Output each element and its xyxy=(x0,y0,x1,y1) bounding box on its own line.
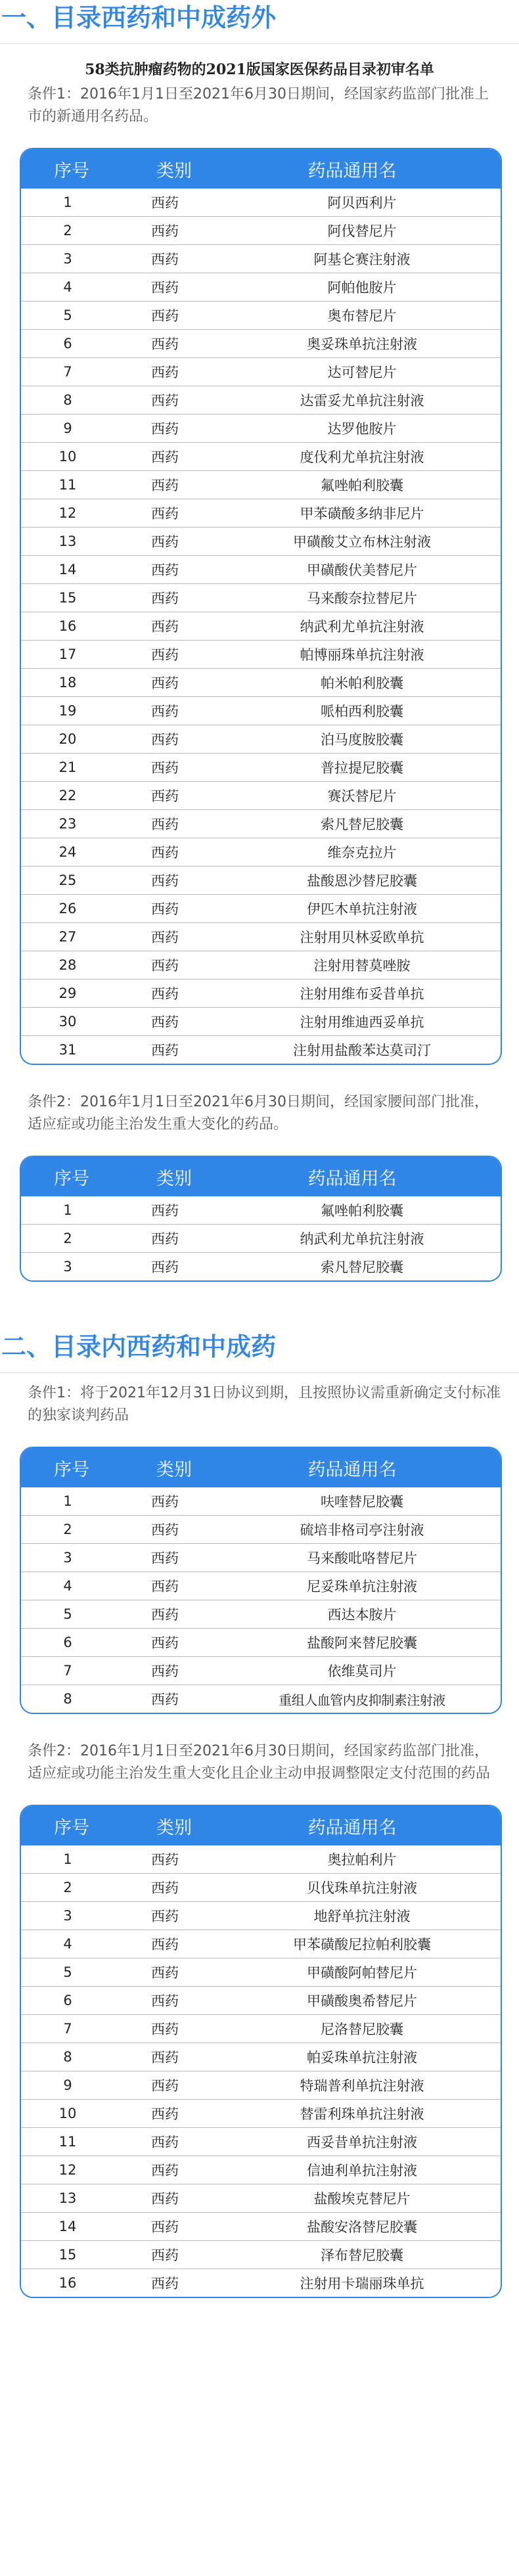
cell-category: 西药 xyxy=(151,2106,179,2123)
cell-no: 2 xyxy=(63,1231,72,1247)
cell-category: 西药 xyxy=(151,760,179,777)
cell-category: 西药 xyxy=(151,534,179,551)
table-row xyxy=(21,386,501,414)
table-row xyxy=(21,922,501,951)
cell-no: 14 xyxy=(58,2219,77,2235)
cell-category: 西药 xyxy=(151,2022,179,2038)
cell-no: 4 xyxy=(63,1578,72,1594)
table-row xyxy=(21,2014,501,2043)
cell-category: 西药 xyxy=(151,1635,179,1652)
cell-no: 2 xyxy=(63,223,72,239)
table-row xyxy=(21,1196,501,1224)
table-row xyxy=(21,1628,501,1656)
cell-drug-name: 盐酸安洛替尼胶囊 xyxy=(307,2219,417,2236)
table-3-header xyxy=(21,1448,501,1487)
cell-no: 5 xyxy=(63,1606,72,1623)
table-2 xyxy=(20,1156,502,1282)
table-row xyxy=(21,414,501,442)
cell-no: 9 xyxy=(63,2077,72,2094)
table-row xyxy=(21,2184,501,2212)
cell-category: 西药 xyxy=(151,1579,179,1595)
table-row xyxy=(21,301,501,329)
cell-category: 西药 xyxy=(151,1692,179,1708)
header-no: 序号 xyxy=(54,160,89,181)
cell-drug-name: 呋喹替尼胶囊 xyxy=(321,1494,403,1510)
cell-drug-name: 奥拉帕利片 xyxy=(327,1852,397,1868)
cell-category: 西药 xyxy=(151,591,179,607)
table-row xyxy=(21,2071,501,2099)
section-2-condition-2: 条件2：2016年1月1日至2021年6月30日期间，经国家药监部门批准，适应症或功能主治发生重大变化且企业主动申报调整限定支付范围的药品 xyxy=(28,1743,491,1782)
cell-category: 西药 xyxy=(151,308,179,325)
cell-no: 21 xyxy=(58,759,77,776)
table-row xyxy=(21,1515,501,1543)
table-row xyxy=(21,809,501,838)
table-row xyxy=(21,2156,501,2184)
table-4 xyxy=(20,1805,502,2298)
header-no: 序号 xyxy=(54,1459,89,1480)
cell-drug-name: 信迪利单抗注射液 xyxy=(307,2163,417,2179)
cell-no: 12 xyxy=(58,2162,77,2179)
table-row xyxy=(21,1930,501,1958)
cell-drug-name: 注射用卡瑞丽珠单抗 xyxy=(300,2276,424,2292)
cell-no: 7 xyxy=(63,1663,72,1679)
cell-category: 西药 xyxy=(151,1203,179,1219)
table-row xyxy=(21,1901,501,1930)
cell-drug-name: 甲磺酸伏美替尼片 xyxy=(307,562,417,579)
cell-drug-name: 普拉提尼胶囊 xyxy=(321,760,403,777)
cell-drug-name: 马来酸吡咯替尼片 xyxy=(307,1550,417,1567)
cell-drug-name: 西达本胺片 xyxy=(327,1607,397,1623)
table-1-header xyxy=(21,149,501,189)
cell-category: 西药 xyxy=(151,1993,179,2010)
table-2-header xyxy=(21,1157,501,1196)
cell-category: 西药 xyxy=(151,336,179,353)
cell-no: 17 xyxy=(58,646,77,663)
cell-no: 3 xyxy=(63,1259,72,1275)
cell-drug-name: 索凡替尼胶囊 xyxy=(321,1259,403,1276)
table-row xyxy=(21,725,501,753)
section-1-divider xyxy=(0,43,519,44)
cell-category: 西药 xyxy=(151,280,179,296)
table-row xyxy=(21,244,501,273)
cell-no: 6 xyxy=(63,1993,72,2009)
cell-category: 西药 xyxy=(151,930,179,946)
cell-no: 23 xyxy=(58,816,77,832)
table-row xyxy=(21,1035,501,1064)
table-2-body xyxy=(21,1196,501,1280)
cell-no: 24 xyxy=(58,844,77,861)
cell-drug-name: 尼洛替尼胶囊 xyxy=(321,2022,403,2038)
cell-no: 27 xyxy=(58,929,77,945)
cell-drug-name: 盐酸阿来替尼胶囊 xyxy=(307,1635,417,1652)
table-row xyxy=(21,1007,501,1035)
cell-no: 19 xyxy=(58,703,77,719)
table-row xyxy=(21,357,501,386)
cell-category: 西药 xyxy=(151,2248,179,2264)
cell-no: 9 xyxy=(63,420,72,437)
table-row xyxy=(21,216,501,244)
table-row xyxy=(21,1873,501,1901)
cell-drug-name: 达雷妥尤单抗注射液 xyxy=(300,393,424,409)
cell-drug-name: 注射用贝林妥欧单抗 xyxy=(300,930,424,946)
table-row xyxy=(21,1543,501,1571)
cell-category: 西药 xyxy=(151,449,179,466)
cell-category: 西药 xyxy=(151,2050,179,2066)
cell-no: 2 xyxy=(63,1880,72,1896)
cell-drug-name: 纳武利尤单抗注射液 xyxy=(300,619,424,635)
section-2-condition-1: 条件1：将于2021年12月31日协议到期，且按照协议需重新确定支付标准的独家谈判药品 xyxy=(28,1385,501,1424)
cell-drug-name: 赛沃替尼片 xyxy=(327,788,397,805)
cell-drug-name: 注射用维迪西妥单抗 xyxy=(300,1014,424,1031)
table-row xyxy=(21,2127,501,2156)
table-4-body xyxy=(21,1845,501,2297)
cell-category: 西药 xyxy=(151,2276,179,2292)
header-category: 类别 xyxy=(156,1459,192,1480)
table-row xyxy=(21,979,501,1007)
cell-drug-name: 阿伐替尼片 xyxy=(327,223,397,240)
cell-drug-name: 度伐利尤单抗注射液 xyxy=(300,449,424,466)
cell-no: 25 xyxy=(58,872,77,889)
cell-category: 西药 xyxy=(151,2191,179,2207)
cell-no: 22 xyxy=(58,788,77,804)
cell-no: 5 xyxy=(63,1964,72,1981)
cell-category: 西药 xyxy=(151,223,179,240)
cell-no: 7 xyxy=(63,2021,72,2037)
cell-drug-name: 帕妥珠单抗注射液 xyxy=(307,2050,417,2066)
cell-category: 西药 xyxy=(151,1043,179,1059)
table-row xyxy=(21,583,501,612)
cell-no: 31 xyxy=(58,1042,77,1058)
table-row xyxy=(21,499,501,527)
cell-no: 12 xyxy=(58,505,77,522)
cell-category: 西药 xyxy=(151,195,179,212)
cell-category: 西药 xyxy=(151,675,179,692)
section-1-condition-1: 条件1：2016年1月1日至2021年6月30日期间，经国家药监部门批准上市的新通用名药品。 xyxy=(28,86,489,125)
cell-drug-name: 泊马度胺胶囊 xyxy=(321,732,403,748)
cell-category: 西药 xyxy=(151,873,179,890)
table-row xyxy=(21,2099,501,2127)
header-category: 类别 xyxy=(156,1817,192,1838)
cell-no: 29 xyxy=(58,985,77,1002)
header-no: 序号 xyxy=(54,1817,89,1838)
cell-drug-name: 帕米帕利胶囊 xyxy=(321,675,403,692)
cell-category: 西药 xyxy=(151,1965,179,1981)
section-1-condition-2: 条件2：2016年1月1日至2021年6月30日期间，经国家腰间部门批准，适应症或功能主治发生重大变化的药品。 xyxy=(28,1094,489,1133)
cell-drug-name: 氟唑帕利胶囊 xyxy=(321,1203,403,1219)
table-row xyxy=(21,442,501,470)
cell-drug-name: 依维莫司片 xyxy=(327,1663,397,1680)
table-row xyxy=(21,838,501,866)
cell-category: 西药 xyxy=(151,1522,179,1539)
cell-no: 30 xyxy=(58,1014,77,1030)
header-category: 类别 xyxy=(156,1168,192,1189)
cell-no: 1 xyxy=(63,194,72,211)
table-row xyxy=(21,1571,501,1600)
table-row xyxy=(21,781,501,809)
header-name: 药品通用名 xyxy=(307,1168,397,1189)
cell-category: 西药 xyxy=(151,1909,179,1925)
table-row xyxy=(21,1684,501,1713)
table-row xyxy=(21,1600,501,1628)
table-row xyxy=(21,612,501,640)
cell-category: 西药 xyxy=(151,2219,179,2236)
header-no: 序号 xyxy=(54,1168,89,1189)
table-row xyxy=(21,470,501,499)
cell-drug-name: 注射用维布妥昔单抗 xyxy=(300,986,424,1003)
cell-drug-name: 哌柏西利胶囊 xyxy=(321,704,403,720)
cell-drug-name: 甲苯磺酸多纳非尼片 xyxy=(300,506,424,522)
cell-category: 西药 xyxy=(151,1937,179,1953)
cell-no: 7 xyxy=(63,364,72,380)
cell-drug-name: 注射用替莫唑胺 xyxy=(313,958,411,974)
cell-no: 3 xyxy=(63,1550,72,1566)
cell-drug-name: 西妥昔单抗注射液 xyxy=(307,2135,417,2151)
cell-drug-name: 替雷利珠单抗注射液 xyxy=(300,2106,424,2123)
cell-drug-name: 泽布替尼胶囊 xyxy=(321,2248,403,2264)
table-row xyxy=(21,668,501,696)
section-2-title: 二、目录内西药和中成药 xyxy=(1,1332,277,1362)
cell-category: 西药 xyxy=(151,1494,179,1510)
table-row xyxy=(21,2240,501,2269)
table-row xyxy=(21,753,501,781)
cell-no: 2 xyxy=(63,1522,72,1538)
cell-drug-name: 特瑞普利单抗注射液 xyxy=(300,2078,424,2094)
cell-drug-name: 贝伐珠单抗注射液 xyxy=(307,1880,417,1897)
cell-drug-name: 索凡替尼胶囊 xyxy=(321,817,403,833)
cell-drug-name: 纳武利尤单抗注射液 xyxy=(300,1231,424,1248)
cell-category: 西药 xyxy=(151,986,179,1003)
cell-no: 4 xyxy=(63,279,72,296)
cell-drug-name: 甲磺酸阿帕替尼片 xyxy=(307,1965,417,1981)
cell-no: 11 xyxy=(58,2134,77,2150)
cell-no: 11 xyxy=(58,477,77,493)
cell-no: 6 xyxy=(63,1635,72,1651)
cell-category: 西药 xyxy=(151,562,179,579)
cell-drug-name: 氟唑帕利胶囊 xyxy=(321,478,403,494)
table-1-body xyxy=(21,189,501,1064)
cell-category: 西药 xyxy=(151,788,179,805)
cell-no: 8 xyxy=(63,392,72,409)
table-row xyxy=(21,696,501,725)
cell-no: 15 xyxy=(58,590,77,606)
cell-no: 28 xyxy=(58,957,77,974)
table-row xyxy=(21,2043,501,2071)
cell-drug-name: 维奈克拉片 xyxy=(327,845,397,861)
table-row xyxy=(21,189,501,216)
cell-category: 西药 xyxy=(151,506,179,522)
cell-category: 西药 xyxy=(151,1014,179,1031)
cell-drug-name: 阿贝西利片 xyxy=(327,195,397,212)
table-row xyxy=(21,1656,501,1684)
cell-category: 西药 xyxy=(151,1259,179,1276)
cell-no: 16 xyxy=(58,2275,77,2292)
table-row xyxy=(21,2212,501,2240)
cell-drug-name: 地舒单抗注射液 xyxy=(313,1909,411,1925)
table-row xyxy=(21,527,501,555)
cell-drug-name: 达可替尼片 xyxy=(327,365,397,381)
cell-category: 西药 xyxy=(151,1880,179,1897)
cell-no: 10 xyxy=(58,449,77,465)
cell-no: 8 xyxy=(63,1691,72,1707)
cell-category: 西药 xyxy=(151,393,179,409)
cell-no: 26 xyxy=(58,901,77,917)
table-row xyxy=(21,1224,501,1252)
cell-no: 3 xyxy=(63,251,72,267)
cell-category: 西药 xyxy=(151,647,179,664)
cell-no: 5 xyxy=(63,307,72,324)
header-name: 药品通用名 xyxy=(307,160,397,181)
section-1-title: 一、目录西药和中成药外 xyxy=(1,3,277,32)
cell-drug-name: 奥布替尼片 xyxy=(327,308,397,325)
cell-category: 西药 xyxy=(151,1550,179,1567)
table-row xyxy=(21,1487,501,1515)
cell-category: 西药 xyxy=(151,901,179,918)
table-row xyxy=(21,1252,501,1280)
table-row xyxy=(21,1845,501,1873)
table-row xyxy=(21,273,501,301)
cell-drug-name: 注射用盐酸苯达莫司汀 xyxy=(293,1043,431,1059)
cell-category: 西药 xyxy=(151,1607,179,1623)
cell-category: 西药 xyxy=(151,958,179,974)
table-3 xyxy=(20,1447,502,1714)
cell-no: 18 xyxy=(58,675,77,691)
cell-no: 15 xyxy=(58,2247,77,2263)
table-row xyxy=(21,555,501,583)
header-name: 药品通用名 xyxy=(307,1459,397,1480)
cell-no: 13 xyxy=(58,2190,77,2207)
table-row xyxy=(21,951,501,979)
cell-no: 6 xyxy=(63,336,72,352)
cell-drug-name: 奥妥珠单抗注射液 xyxy=(307,336,417,353)
cell-no: 16 xyxy=(58,618,77,635)
table-row xyxy=(21,1986,501,2014)
cell-drug-name: 伊匹木单抗注射液 xyxy=(307,901,417,918)
table-row xyxy=(21,329,501,357)
cell-category: 西药 xyxy=(151,845,179,861)
cell-category: 西药 xyxy=(151,421,179,438)
table-3-body xyxy=(21,1487,501,1713)
cell-no: 8 xyxy=(63,2049,72,2066)
cell-no: 20 xyxy=(58,731,77,748)
table-row xyxy=(21,2269,501,2297)
table-row xyxy=(21,894,501,922)
header-category: 类别 xyxy=(156,160,192,181)
cell-no: 10 xyxy=(58,2106,77,2122)
cell-no: 4 xyxy=(63,1936,72,1953)
cell-no: 1 xyxy=(63,1851,72,1868)
cell-category: 西药 xyxy=(151,252,179,268)
header-name: 药品通用名 xyxy=(307,1817,397,1838)
cell-category: 西药 xyxy=(151,817,179,833)
cell-category: 西药 xyxy=(151,704,179,720)
cell-drug-name: 阿基仑赛注射液 xyxy=(313,252,411,268)
cell-category: 西药 xyxy=(151,478,179,494)
cell-no: 3 xyxy=(63,1908,72,1924)
cell-drug-name: 甲磺酸奥希替尼片 xyxy=(307,1993,417,2010)
cell-category: 西药 xyxy=(151,2078,179,2094)
cell-drug-name: 帕博丽珠单抗注射液 xyxy=(300,647,424,664)
cell-no: 13 xyxy=(58,533,77,550)
section-1-subheading: 58类抗肿瘤药物的2021版国家医保药品目录初审名单 xyxy=(85,61,434,78)
cell-category: 西药 xyxy=(151,619,179,635)
cell-drug-name: 尼妥珠单抗注射液 xyxy=(307,1579,417,1595)
cell-category: 西药 xyxy=(151,2163,179,2179)
cell-drug-name: 盐酸埃克替尼片 xyxy=(313,2191,411,2207)
cell-category: 西药 xyxy=(151,2135,179,2151)
cell-no: 1 xyxy=(63,1202,72,1219)
cell-drug-name: 甲苯磺酸尼拉帕利胶囊 xyxy=(293,1937,431,1953)
cell-drug-name: 阿帕他胺片 xyxy=(327,280,397,296)
cell-category: 西药 xyxy=(151,1663,179,1680)
table-4-header xyxy=(21,1806,501,1845)
cell-drug-name: 盐酸恩沙替尼胶囊 xyxy=(307,873,417,890)
cell-no: 14 xyxy=(58,562,77,578)
cell-drug-name: 马来酸奈拉替尼片 xyxy=(307,591,417,607)
cell-no: 1 xyxy=(63,1493,72,1510)
table-row xyxy=(21,640,501,668)
table-row xyxy=(21,866,501,894)
cell-category: 西药 xyxy=(151,365,179,381)
table-1 xyxy=(20,148,502,1065)
cell-category: 西药 xyxy=(151,1852,179,1868)
cell-drug-name: 达罗他胺片 xyxy=(327,421,397,438)
cell-drug-name: 硫培非格司亭注射液 xyxy=(300,1522,424,1539)
cell-category: 西药 xyxy=(151,1231,179,1248)
cell-category: 西药 xyxy=(151,732,179,748)
cell-drug-name: 甲磺酸艾立布林注射液 xyxy=(293,534,431,551)
cell-drug-name: 重组人血管内皮抑制素注射液 xyxy=(279,1692,445,1708)
table-row xyxy=(21,1958,501,1986)
